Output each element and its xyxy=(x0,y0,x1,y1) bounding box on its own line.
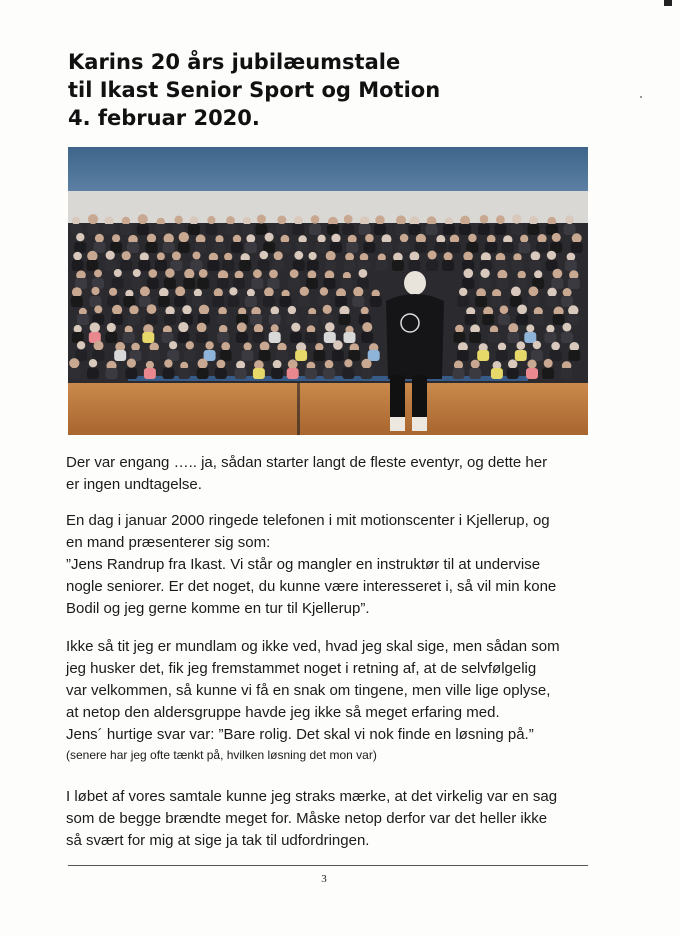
text-line: Ikke så tit jeg er mundlam og ikke ved, hvad jeg skal sige, men sådan som xyxy=(66,638,560,655)
title-line-2: til Ikast Senior Sport og Motion xyxy=(68,78,441,102)
text-line: var velkommen, så kunne vi få en snak om tingene, men ville lige oplyse, xyxy=(66,682,551,699)
scan-corner-mark xyxy=(664,0,672,6)
text-line: Bodil og jeg gerne komme en tur til Kjellerup”. xyxy=(66,600,370,617)
footer-rule xyxy=(68,865,588,866)
text-line: nogle seniorer. Er det noget, du kunne være interesseret i, så vil min kone xyxy=(66,578,557,595)
paragraph-4 xyxy=(66,786,606,852)
paragraph-1 xyxy=(66,452,606,496)
text-line: Jens´ hurtige svar var: ”Bare rolig. Det skal vi nok finde en løsning på.” xyxy=(66,726,534,743)
text-line: I løbet af vores samtale kunne jeg straks mærke, at det virkelig var en sag xyxy=(66,788,558,805)
text-line: en mand præsenterer sig som: xyxy=(66,534,271,551)
text-line: er ingen undtagelse. xyxy=(66,476,202,493)
text-line: så svært for mig at sige ja tak til udfordringen. xyxy=(66,832,370,849)
text-line: at netop den aldersgruppe havde jeg ikke så meget erfaring med. xyxy=(66,704,500,721)
page-title xyxy=(68,48,608,132)
page-number: 3 xyxy=(321,873,327,885)
text-line: En dag i januar 2000 ringede telefonen i mit motionscenter i Kjellerup, og xyxy=(66,512,550,529)
text-line: jeg husker det, fik jeg fremstammet noget i retning af, at de selvfølgelig xyxy=(66,660,537,677)
paragraph-note: (senere har jeg ofte tænkt på, hvilken løsning det mon var) xyxy=(66,748,377,762)
text-line: som de begge brændte meget for. Måske netop derfor var det heller ikke xyxy=(66,810,548,827)
title-line-3: 4. februar 2020. xyxy=(68,106,260,130)
group-photo-image xyxy=(68,147,588,435)
scan-dot xyxy=(640,96,642,98)
paragraph-2 xyxy=(66,510,606,620)
paragraph-3 xyxy=(66,636,606,764)
text-line: ”Jens Randrup fra Ikast. Vi står og mangler en instruktør til at undervise xyxy=(66,556,541,573)
title-line-1: Karins 20 års jubilæumstale xyxy=(68,50,401,74)
text-line: Der var engang ….. ja, sådan starter langt de fleste eventyr, og dette her xyxy=(66,454,548,471)
group-photo xyxy=(68,147,588,435)
